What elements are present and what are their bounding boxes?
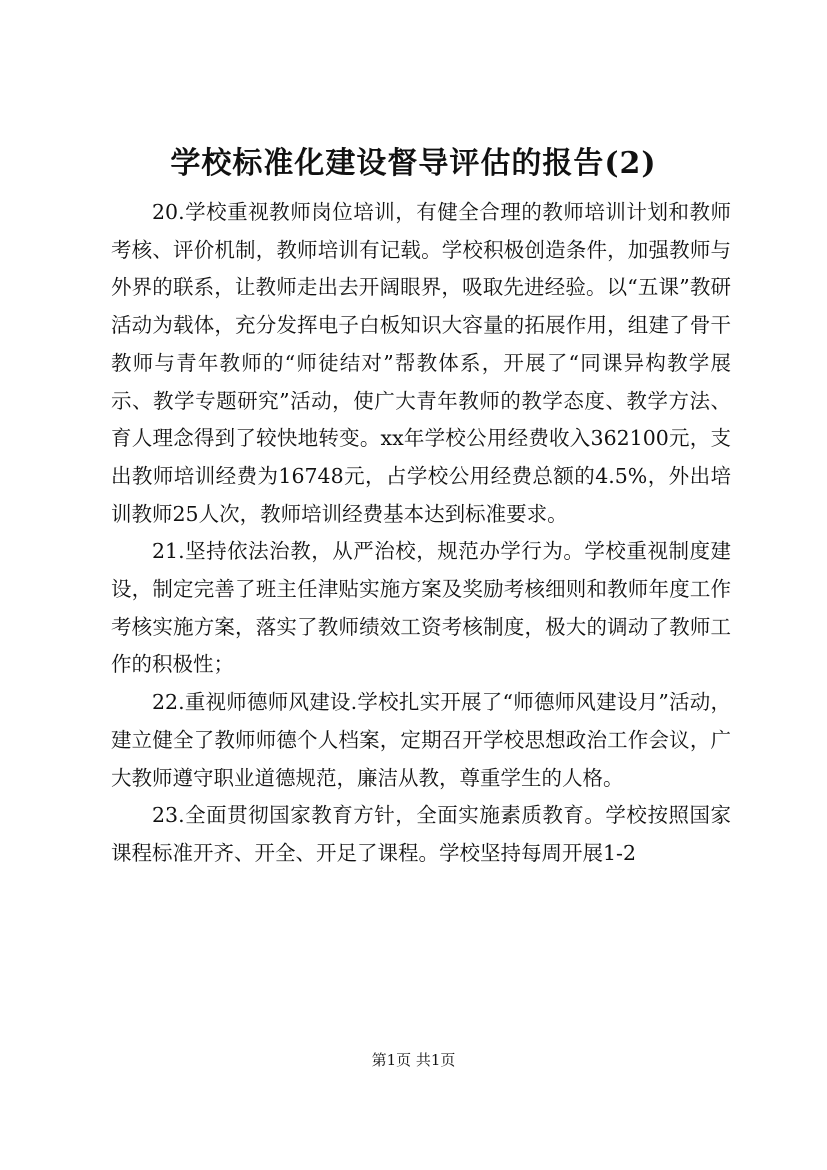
- document-title: 学校标准化建设督导评估的报告(2): [170, 146, 657, 181]
- document-body: [111, 194, 731, 873]
- page-footer: 第1页 共1页: [371, 1051, 456, 1069]
- paragraph-20: 20.学校重视教师岗位培训，有健全合理的教师培训计划和教师考核、评价机制，教师培训有记载。学校积极创造条件，加强教师与外界的联系，让教师走出去开阔眼界，吸取先进经验。以“五课”教研活动为载体，充分发挥电子白板知识大容量的拓展作用，组建了骨干教师与青年教师的“师徒结对”帮教体系，开展了“同课异构教学展示、教学专题研究”活动，使广大青年教师的教学态度、教学方法、育人理念得到了较快地转变。xx年学校公用经费收入362100元，支出教师培训经费为16748元，占学校公用经费总额的4.5%，外出培训教师25人次，教师培训经费基本达到标准要求。: [111, 200, 731, 526]
- paragraph-21: 21.坚持依法治教，从严治校，规范办学行为。学校重视制度建设，制定完善了班主任津贴实施方案及奖励考核细则和教师年度工作考核实施方案，落实了教师绩效工资考核制度，极大的调动了教师工作的积极性；: [111, 539, 731, 677]
- paragraph-23: 23.全面贯彻国家教育方针，全面实施素质教育。学校按照国家课程标准开齐、开全、开足了课程。学校坚持每周开展1-2: [111, 803, 731, 865]
- paragraph-22: 22.重视师德师风建设.学校扎实开展了“师德师风建设月”活动，建立健全了教师师德个人档案，定期召开学校思想政治工作会议，广大教师遵守职业道德规范，廉洁从教，尊重学生的人格。: [111, 690, 731, 790]
